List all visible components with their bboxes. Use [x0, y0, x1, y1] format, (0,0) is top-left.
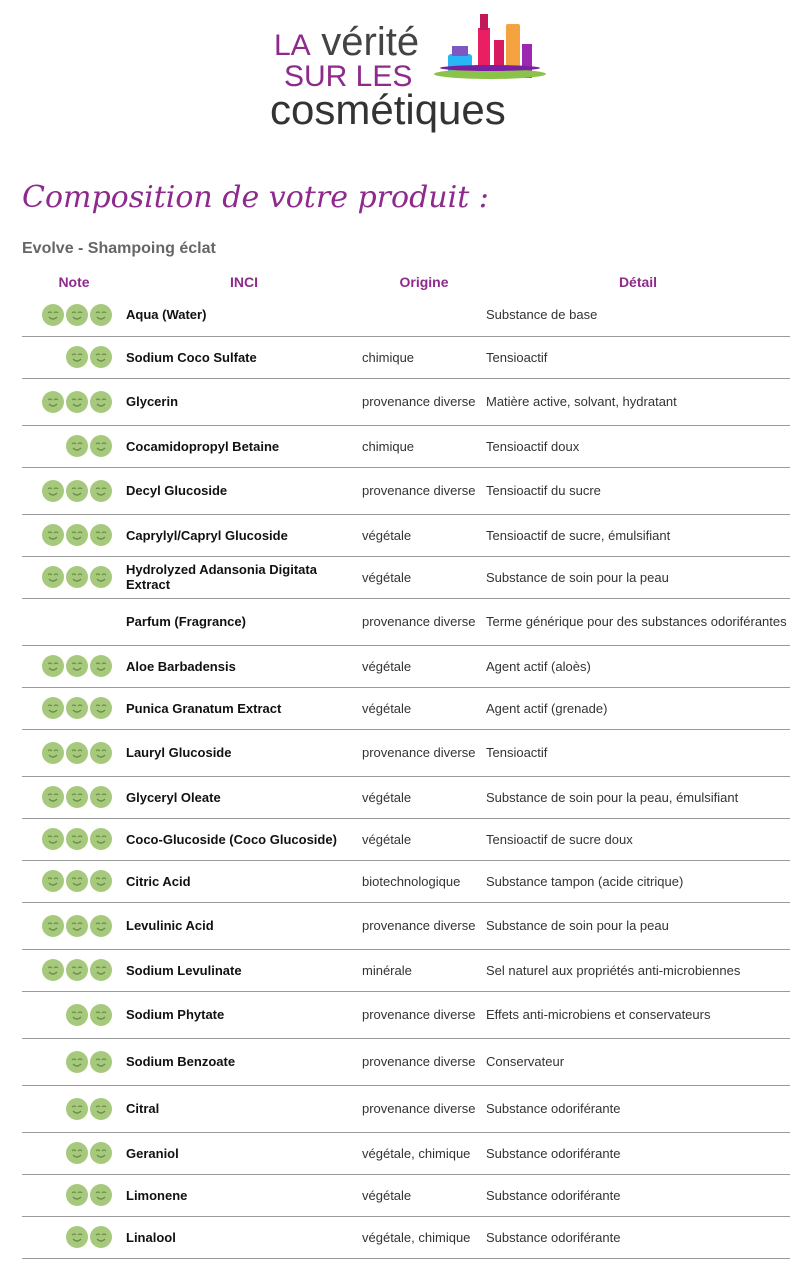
detail-cell: Tensioactif: [486, 729, 790, 776]
smiley-icon: [66, 655, 88, 677]
note-cell: [22, 1216, 126, 1258]
inci-cell: Sodium Coco Sulfate: [126, 336, 362, 378]
table-row: [22, 556, 790, 598]
origine-cell: provenance diverse: [362, 729, 486, 776]
smiley-icon: [66, 1098, 88, 1120]
cosmetics-illustration-icon: [418, 10, 548, 90]
logo-cosmetiques: cosmétiques: [270, 86, 506, 133]
inci-cell: Decyl Glucoside: [126, 467, 362, 514]
smiley-icon: [66, 828, 88, 850]
detail-cell: Matière active, solvant, hydratant: [486, 378, 790, 425]
inci-cell: Sodium Benzoate: [126, 1038, 362, 1085]
detail-cell: Substance de soin pour la peau: [486, 556, 790, 598]
column-header-detail: Détail: [618, 274, 658, 290]
table-row: [22, 1038, 790, 1085]
note-cell: [22, 1132, 126, 1174]
smiley-icon: [90, 391, 112, 413]
table-row: [22, 902, 790, 949]
smiley-icon: [90, 742, 112, 764]
smiley-icon: [66, 480, 88, 502]
note-cell: [22, 818, 126, 860]
inci-cell: Sodium Levulinate: [126, 949, 362, 991]
smiley-icon: [66, 304, 88, 326]
origine-cell: végétale: [362, 818, 486, 860]
table-row: [22, 949, 790, 991]
table-header-row: [22, 270, 790, 294]
site-logo[interactable]: [268, 10, 548, 135]
origine-cell: provenance diverse: [362, 598, 486, 645]
inci-cell: Glycerin: [126, 378, 362, 425]
inci-cell: Citric Acid: [126, 860, 362, 902]
origine-cell: provenance diverse: [362, 378, 486, 425]
smiley-icon: [66, 435, 88, 457]
ingredient-rows: [22, 294, 790, 1258]
table-row: [22, 598, 790, 645]
detail-cell: Substance odoriférante: [486, 1132, 790, 1174]
note-cell: [22, 729, 126, 776]
smiley-icon: [66, 1142, 88, 1164]
note-cell: [22, 598, 126, 645]
note-cell: [22, 467, 126, 514]
inci-cell: Hydrolyzed Adansonia Digitata Extract: [126, 556, 362, 598]
origine-cell: chimique: [362, 336, 486, 378]
origine-cell: végétale: [362, 556, 486, 598]
note-cell: [22, 425, 126, 467]
table-row: [22, 336, 790, 378]
smiley-icon: [90, 566, 112, 588]
note-cell: [22, 514, 126, 556]
note-cell: [22, 860, 126, 902]
detail-cell: Substance de base: [486, 294, 790, 336]
smiley-icon: [90, 304, 112, 326]
detail-cell: Tensioactif doux: [486, 425, 790, 467]
inci-cell: Aloe Barbadensis: [126, 645, 362, 687]
origine-cell: provenance diverse: [362, 467, 486, 514]
origine-cell: végétale: [362, 645, 486, 687]
table-row: [22, 729, 790, 776]
smiley-icon: [66, 1184, 88, 1206]
smiley-icon: [42, 480, 64, 502]
table-row: [22, 991, 790, 1038]
detail-cell: Tensioactif: [486, 336, 790, 378]
smiley-icon: [90, 1226, 112, 1248]
table-row: [22, 1085, 790, 1132]
table-row: [22, 467, 790, 514]
smiley-icon: [42, 828, 64, 850]
smiley-icon: [42, 391, 64, 413]
origine-cell: [362, 294, 486, 336]
inci-cell: Caprylyl/Capryl Glucoside: [126, 514, 362, 556]
smiley-icon: [42, 304, 64, 326]
note-cell: [22, 336, 126, 378]
note-cell: [22, 1085, 126, 1132]
smiley-icon: [90, 435, 112, 457]
inci-cell: Glyceryl Oleate: [126, 776, 362, 818]
detail-cell: Substance de soin pour la peau: [486, 902, 790, 949]
smiley-icon: [42, 959, 64, 981]
detail-cell: Effets anti-microbiens et conservateurs: [486, 991, 790, 1038]
inci-cell: Geraniol: [126, 1132, 362, 1174]
column-header-inci: INCI: [230, 274, 258, 290]
note-cell: [22, 1174, 126, 1216]
smiley-icon: [66, 346, 88, 368]
smiley-icon: [66, 524, 88, 546]
detail-cell: Substance de soin pour la peau, émulsifiant: [486, 776, 790, 818]
smiley-icon: [90, 1004, 112, 1026]
detail-cell: Tensioactif de sucre, émulsifiant: [486, 514, 790, 556]
detail-cell: Tensioactif du sucre: [486, 467, 790, 514]
table-row: [22, 860, 790, 902]
smiley-icon: [66, 697, 88, 719]
logo-verite: vérité: [321, 20, 420, 64]
detail-cell: Agent actif (grenade): [486, 687, 790, 729]
smiley-icon: [42, 786, 64, 808]
note-cell: [22, 991, 126, 1038]
table-row: [22, 776, 790, 818]
smiley-icon: [42, 915, 64, 937]
table-row: [22, 378, 790, 425]
origine-cell: provenance diverse: [362, 1085, 486, 1132]
smiley-icon: [90, 1051, 112, 1073]
smiley-icon: [90, 346, 112, 368]
note-cell: [22, 949, 126, 991]
note-cell: [22, 378, 126, 425]
smiley-icon: [42, 566, 64, 588]
note-cell: [22, 776, 126, 818]
note-cell: [22, 645, 126, 687]
product-name: Evolve - Shampoing éclat: [22, 240, 216, 257]
origine-cell: minérale: [362, 949, 486, 991]
smiley-icon: [90, 786, 112, 808]
smiley-icon: [66, 959, 88, 981]
origine-cell: végétale: [362, 1174, 486, 1216]
table-row: [22, 1174, 790, 1216]
smiley-icon: [42, 742, 64, 764]
inci-cell: Cocamidopropyl Betaine: [126, 425, 362, 467]
note-cell: [22, 1038, 126, 1085]
detail-cell: Substance odoriférante: [486, 1085, 790, 1132]
origine-cell: provenance diverse: [362, 991, 486, 1038]
origine-cell: végétale, chimique: [362, 1216, 486, 1258]
smiley-icon: [90, 480, 112, 502]
inci-cell: Sodium Phytate: [126, 991, 362, 1038]
detail-cell: Agent actif (aloès): [486, 645, 790, 687]
page-heading: Composition de votre produit :: [22, 180, 489, 215]
smiley-icon: [66, 870, 88, 892]
origine-cell: provenance diverse: [362, 902, 486, 949]
smiley-icon: [90, 1184, 112, 1206]
smiley-icon: [66, 915, 88, 937]
ingredients-table: [22, 270, 790, 1259]
detail-cell: Conservateur: [486, 1038, 790, 1085]
smiley-icon: [90, 870, 112, 892]
inci-cell: Levulinic Acid: [126, 902, 362, 949]
origine-cell: végétale, chimique: [362, 1132, 486, 1174]
smiley-icon: [90, 828, 112, 850]
smiley-icon: [66, 1051, 88, 1073]
smiley-icon: [66, 1226, 88, 1248]
detail-cell: Substance tampon (acide citrique): [486, 860, 790, 902]
origine-cell: biotechnologique: [362, 860, 486, 902]
table-row: [22, 294, 790, 336]
smiley-icon: [66, 786, 88, 808]
smiley-icon: [90, 655, 112, 677]
note-cell: [22, 687, 126, 729]
table-row: [22, 514, 790, 556]
smiley-icon: [90, 1142, 112, 1164]
note-cell: [22, 556, 126, 598]
table-row: [22, 1132, 790, 1174]
inci-cell: Linalool: [126, 1216, 362, 1258]
smiley-icon: [66, 391, 88, 413]
smiley-icon: [90, 915, 112, 937]
inci-cell: Citral: [126, 1085, 362, 1132]
smiley-icon: [90, 697, 112, 719]
origine-cell: végétale: [362, 514, 486, 556]
inci-cell: Parfum (Fragrance): [126, 598, 362, 645]
detail-cell: Substance odoriférante: [486, 1216, 790, 1258]
inci-cell: Aqua (Water): [126, 294, 362, 336]
logo-la: LA: [274, 29, 311, 62]
column-header-origine: Origine: [399, 274, 449, 290]
detail-cell: Terme générique pour des substances odoriférantes: [486, 598, 790, 645]
logo-sur-les: SUR LES: [284, 60, 413, 93]
inci-cell: Punica Granatum Extract: [126, 687, 362, 729]
table-row: [22, 425, 790, 467]
smiley-icon: [66, 1004, 88, 1026]
inci-cell: Coco-Glucoside (Coco Glucoside): [126, 818, 362, 860]
inci-cell: Limonene: [126, 1174, 362, 1216]
smiley-icon: [42, 870, 64, 892]
column-header-note: Note: [58, 274, 90, 290]
origine-cell: végétale: [362, 687, 486, 729]
table-row: [22, 645, 790, 687]
smiley-icon: [66, 566, 88, 588]
smiley-icon: [42, 655, 64, 677]
table-row: [22, 687, 790, 729]
detail-cell: Substance odoriférante: [486, 1174, 790, 1216]
table-row: [22, 1216, 790, 1258]
smiley-icon: [90, 1098, 112, 1120]
origine-cell: végétale: [362, 776, 486, 818]
note-cell: [22, 294, 126, 336]
smiley-icon: [42, 697, 64, 719]
detail-cell: Tensioactif de sucre doux: [486, 818, 790, 860]
origine-cell: chimique: [362, 425, 486, 467]
note-cell: [22, 902, 126, 949]
inci-cell: Lauryl Glucoside: [126, 729, 362, 776]
smiley-icon: [90, 959, 112, 981]
table-row: [22, 818, 790, 860]
smiley-icon: [90, 524, 112, 546]
detail-cell: Sel naturel aux propriétés anti-microbiennes: [486, 949, 790, 991]
origine-cell: provenance diverse: [362, 1038, 486, 1085]
smiley-icon: [42, 524, 64, 546]
smiley-icon: [66, 742, 88, 764]
